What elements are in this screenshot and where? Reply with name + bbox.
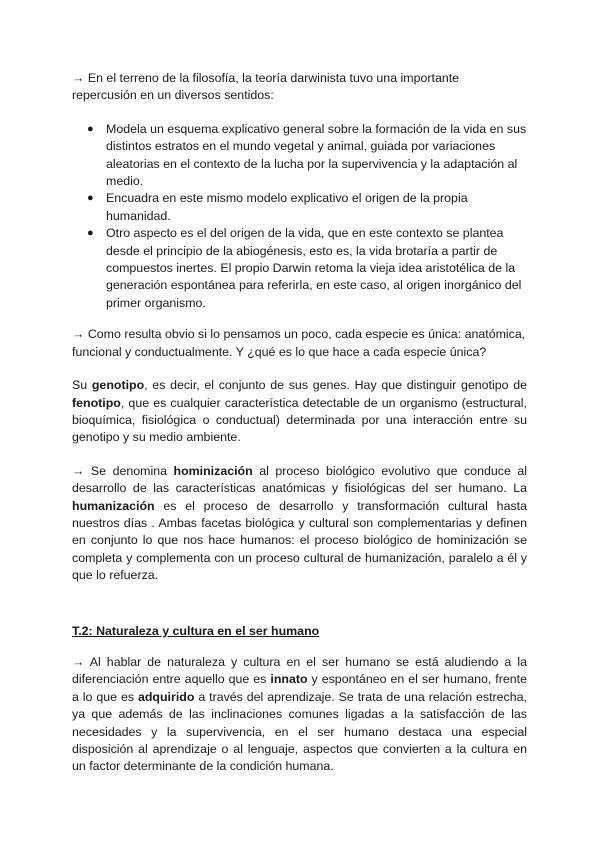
humanizacion-term: humanización: [72, 498, 155, 513]
bullet-list: [72, 121, 527, 312]
document-page: [72, 70, 527, 792]
hominizacion-paragraph: [72, 463, 527, 585]
list-item: [87, 121, 527, 191]
list-item-text: Otro aspecto es el del origen de la vida, que en este contexto se plantea desde el principio de la abiogénesis, esto es, la vida brotaría a partir de compuestos inertes. El propio Darwin retoma la vieja idea aristotélica de la generación espontánea para referirla, en este caso, al origen inorgánico del primer organismo.: [106, 226, 522, 310]
genotipo-text-1: Su: [72, 378, 92, 393]
hominizacion-text-3: es el proceso de desarrollo y transformación cultural hasta nuestros días . Ambas facetas biológica y cultural son complementarias y definen en conjunto lo que nos hace humanos: el proceso biológico de hominización se completa y complementa con un proceso cultural de humanización, paralelo a él y que lo refuerza.: [72, 498, 527, 583]
list-item-text: Encuadra en este mismo modelo explicativo el origen de la propia humanidad.: [106, 191, 468, 223]
bullet-icon: ●: [87, 192, 94, 205]
bullet-icon: ●: [87, 122, 94, 135]
genotipo-text-2: , es decir, el conjunto de sus genes. Hay que distinguir genotipo de: [144, 378, 527, 393]
naturaleza-paragraph: [72, 654, 527, 776]
hominizacion-text-1: → Se denomina: [72, 463, 174, 478]
genotipo-paragraph: [72, 377, 527, 447]
genotipo-text-3: , que es cualquier característica detectable de un organismo (estructural, bioquímica, fisiológica o conductual) determinada por una interacción entre su genotipo y su medio ambiente.: [72, 395, 527, 445]
list-item: [87, 190, 527, 225]
naturaleza-text-2: y espontáneo en el ser humano, frente a lo que es: [72, 672, 527, 704]
innato-term: innato: [270, 672, 308, 687]
intro-paragraph: → En el terreno de la filosofía, la teoría darwinista tuvo una importante repercusión en un diversos sentidos:: [72, 71, 460, 103]
fenotipo-term: fenotipo: [72, 395, 121, 410]
section-heading: T.2: Naturaleza y cultura en el ser humano: [72, 623, 320, 638]
naturaleza-text-1: → Al hablar de naturaleza y cultura en el ser humano se está aludiendo a la diferenciación entre aquello que es: [72, 654, 527, 687]
hominizacion-text-2: al proceso biológico evolutivo que conduce al desarrollo de las características anatómicas y fisiológicas del ser humano. La: [72, 463, 527, 496]
bullet-icon: ●: [87, 227, 94, 240]
adquirido-term: adquirido: [137, 689, 195, 704]
list-item-text: Modela un esquema explicativo general sobre la formación de la vida en sus distintos estratos en el mundo vegetal y animal, guiada por variaciones aleatorias en el contexto de la lucha por la supervivencia y la adaptación al medio.: [106, 121, 527, 189]
especie-paragraph: → Como resulta obvio si lo pensamos un poco, cada especie es única: anatómica, funcional y conductualmente. Y ¿qué es lo que hace a cada especie única?: [72, 327, 526, 359]
list-item: [87, 225, 527, 312]
hominizacion-term: hominización: [173, 463, 253, 478]
genotipo-term: genotipo: [91, 378, 145, 393]
naturaleza-text-3: a través del aprendizaje. Se trata de una relación estrecha, ya que además de las inclinaciones comunes ligadas a la satisfacción de las necesidades y la supervivencia, en el ser humano destaca una especial disposición al aprendizaje o al lenguaje, aspectos que convierten a la cultura en un factor determinante de la condición humana.: [72, 689, 527, 774]
